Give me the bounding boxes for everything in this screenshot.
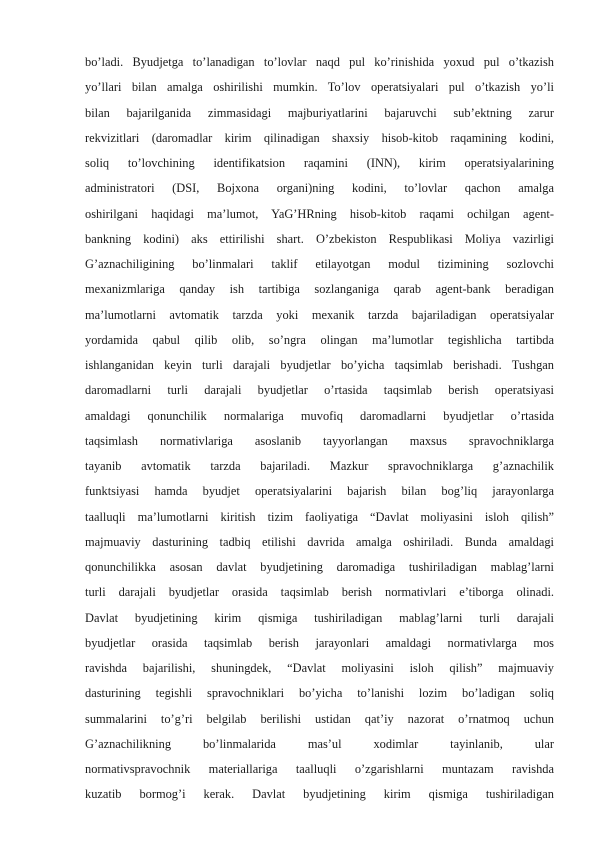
text-line: amaldagi qonunchilik normalariga muvofiq daromadlarni byudjetlar o’rtasida — [85, 408, 554, 423]
text-line: mexanizmlariga qanday ish tartibiga sozlanganiga qarab agent-bank beradigan — [85, 282, 554, 297]
text-line: soliq to’lovchining identifikatsion raqamini (INN), kirim operatsiyalarining — [85, 156, 554, 170]
text-line: bilan bajarilganida zimmasidagi majburiyatlarini bajaruvchi sub’ektning zarur — [85, 105, 554, 120]
text-line: G’aznachiligining bo’linmalari taklif etilayotgan modul tizimining sozlovchi — [85, 257, 554, 271]
text-line: turli darajali byudjetlar orasida taqsimlab berish normativlari e’tiborga olinadi. — [85, 585, 554, 600]
text-line: Davlat byudjetining kirim qismiga tushiriladigan mablag’larni turli darajali — [85, 610, 554, 625]
text-line: taqsimlash normativlariga asoslanib tayyorlangan maxsus spravochniklarga — [85, 433, 554, 448]
text-line: byudjetlar orasida taqsimlab berish jarayonlari amaldagi normativlarga mos — [85, 635, 554, 650]
text-line: majmuaviy dasturining tadbiq etilishi davrida amalga oshiriladi. Bunda amaldagi — [85, 534, 554, 549]
text-line: qonunchilikka asosan davlat byudjetining daromadiga tushiriladigan mablag’larni — [85, 560, 554, 574]
text-line: taalluqli ma’lumotlarni kiritish tizim faoliyatiga “Davlat moliyasini isloh qilish” — [85, 509, 554, 524]
text-line: oshirilgani haqidagi ma’lumot, YaG’HRning hisob-kitob raqami ochilgan agent- — [85, 206, 554, 221]
text-line: summalarini to’g’ri belgilab berilishi ustidan qat’iy nazorat o’rnatmoq uchun — [85, 711, 554, 726]
text-line: ravishda bajarilishi, shuningdek, “Davlat moliyasini isloh qilish” majmuaviy — [85, 661, 554, 675]
text-line: kuzatib bormog’i kerak. Davlat byudjetining kirim qismiga tushiriladigan — [85, 787, 554, 802]
text-line: ma’lumotlarni avtomatik tarzda yoki mexanik tarzda bajariladigan operatsiyalar — [85, 307, 554, 322]
text-line: yordamida qabul qilib olib, so’ngra olingan ma’lumotlar tegishlicha tartibda — [85, 332, 554, 347]
text-line: bo’ladi. Byudjetga to’lanadigan to’lovlar naqd pul ko’rinishida yoxud pul o’tkazish — [85, 55, 554, 69]
text-line: normativspravochnik materiallariga taalluqli o’zgarishlarni muntazam ravishda — [85, 762, 554, 776]
text-line: dasturining tegishli spravochniklari bo’yicha to’lanishi lozim bo’ladigan soliq — [85, 686, 554, 701]
text-line: funktsiyasi hamda byudjet operatsiyalarini bajarish bilan bog’liq jarayonlarga — [85, 484, 554, 499]
text-line: yo’llari bilan amalga oshirilishi mumkin. To’lov operatsiyalari pul o’tkazish yo’li — [85, 80, 554, 95]
text-line: administratori (DSI, Bojxona organi)ning kodini, to’lovlar qachon amalga — [85, 181, 554, 196]
text-line: G’aznachilikning bo’linmalarida mas’ul xodimlar tayinlanib, ular — [85, 736, 554, 751]
text-line: bankning kodini) aks ettirilishi shart. O’zbekiston Respublikasi Moliya vazirligi — [85, 231, 554, 246]
body-paragraph — [85, 54, 554, 812]
text-line: daromadlarni turli darajali byudjetlar o’rtasida taqsimlab berish operatsiyasi — [85, 383, 554, 398]
text-line: tayanib avtomatik tarzda bajariladi. Mazkur spravochniklarga g’aznachilik — [85, 459, 554, 473]
text-line: rekvizitlari (daromadlar kirim qilinadigan shaxsiy hisob-kitob raqamining kodini, — [85, 130, 554, 145]
text-line: ishlanganidan keyin turli darajali byudjetlar bo’yicha taqsimlab berishadi. Tushgan — [85, 358, 554, 372]
